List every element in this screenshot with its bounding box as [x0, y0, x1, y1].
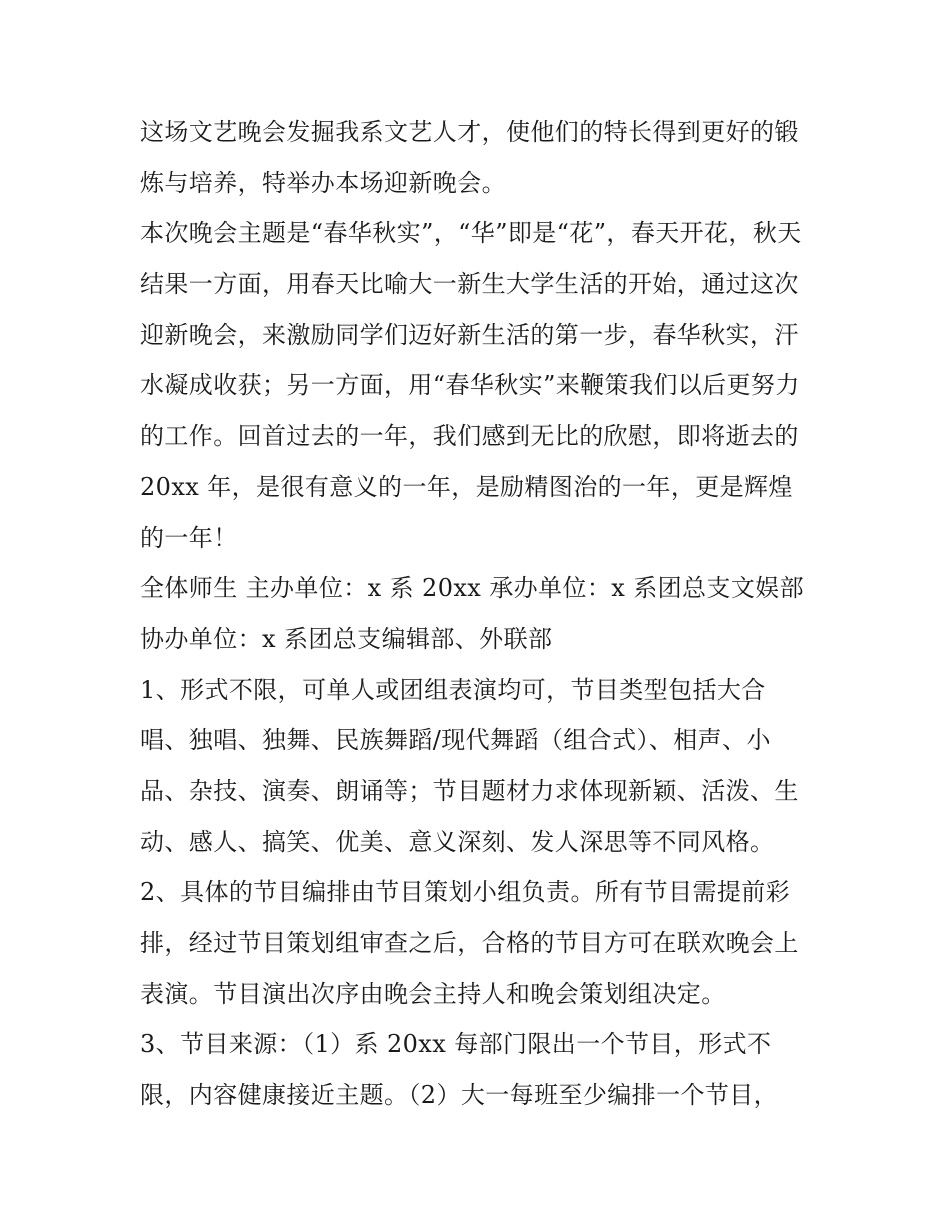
text-line: 这场文艺晚会发掘我系文艺人才，使他们的特长得到更好的锻 [140, 118, 799, 146]
text-line: 动、感人、搞笑、优美、意义深刻、发人深思等不同风格。 [140, 827, 775, 856]
text-line: 唱、独唱、独舞、民族舞蹈/现代舞蹈（组合式）、相声、小 [140, 726, 771, 755]
text-line: 排，经过节目策划组审查之后，合格的节目方可在联欢晚会上 [140, 929, 799, 957]
text-line: 3、节目来源：（1）系 20xx 每部门限出一个节目，形式不 [140, 1030, 772, 1059]
document-body [140, 107, 820, 1121]
text-line: 的工作。回首过去的一年，我们感到无比的欣慰，即将逝去的 [140, 422, 799, 451]
text-line: 水凝成收获；另一方面，用“春华秋实”来鞭策我们以后更努力 [140, 371, 800, 400]
text-line: 本次晚会主题是“春华秋实”，“华”即是“花”，春天开花，秋天 [140, 219, 802, 248]
text-line: 表演。节目演出次序由晚会主持人和晚会策划组决定。 [140, 979, 726, 1008]
text-line: 2、具体的节目编排由节目策划小组负责。所有节目需提前彩 [140, 878, 791, 907]
text-line: 协办单位：x 系团总支编辑部、外联部 [140, 624, 553, 653]
text-line: 品、杂技、演奏、朗诵等；节目题材力求体现新颖、活泼、生 [140, 776, 799, 805]
text-line: 限，内容健康接近主题。（2）大一每班至少编排一个节目， [140, 1081, 779, 1110]
text-line: 的一年！ [140, 523, 238, 552]
text-line: 全体师生 主办单位：x 系 20xx 承办单位：x 系团总支文娱部 [140, 574, 805, 603]
text-line: 结果一方面，用春天比喻大一新生大学生活的开始，通过这次 [140, 270, 799, 299]
text-line: 20xx 年，是很有意义的一年，是励精图治的一年，更是辉煌 [140, 472, 793, 501]
text-line: 1、形式不限，可单人或团组表演均可，节目类型包括大合 [140, 675, 766, 704]
text-line: 炼与培养，特举办本场迎新晚会。 [140, 168, 506, 197]
text-line: 迎新晚会，来激励同学们迈好新生活的第一步，春华秋实，汗 [140, 320, 799, 349]
